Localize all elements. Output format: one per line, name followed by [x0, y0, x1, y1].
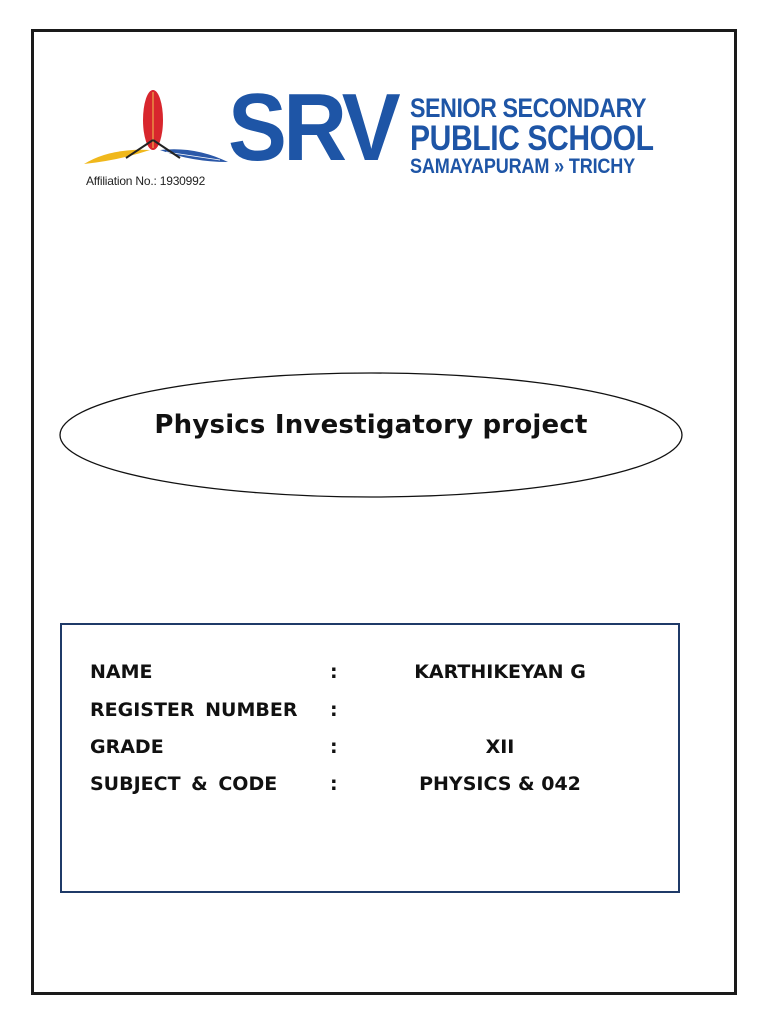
affiliation-number: Affiliation No.: 1930992: [86, 174, 206, 188]
detail-colon: :: [330, 661, 338, 683]
project-title: Physics Investigatory project: [154, 410, 588, 440]
school-logo: [80, 74, 660, 198]
detail-value: KARTHIKEYAN G: [414, 661, 586, 683]
detail-label: GRADE: [90, 736, 164, 758]
school-location: SAMAYAPURAM » TRICHY: [410, 155, 636, 178]
detail-label: NAME: [90, 661, 153, 683]
detail-colon: :: [330, 736, 338, 758]
detail-colon: :: [330, 773, 338, 795]
school-name-line2: PUBLIC SCHOOL: [410, 119, 654, 158]
detail-label: SUBJECT & CODE: [90, 773, 278, 795]
school-emblem-icon: [80, 88, 230, 178]
detail-label: REGISTER NUMBER: [90, 699, 298, 721]
brand-name: SRV: [228, 74, 397, 181]
detail-value: XII: [485, 736, 515, 758]
detail-value: PHYSICS & 042: [419, 773, 581, 795]
detail-colon: :: [330, 699, 338, 721]
school-name-line1: SENIOR SECONDARY: [410, 93, 647, 123]
student-details-box: [60, 623, 680, 893]
